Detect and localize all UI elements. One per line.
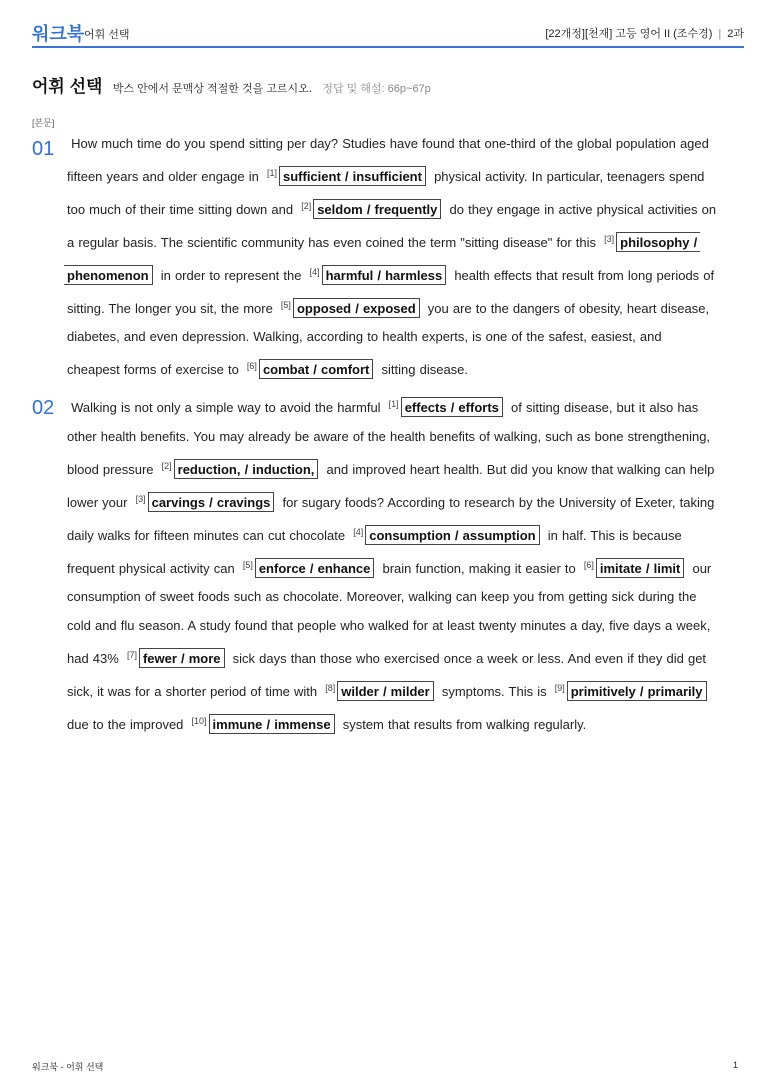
passage-text: symptoms. This is (437, 684, 551, 700)
passage-text: other health benefits. You may already be aware of the health benefits of walking, such as bone strengthening, (67, 428, 711, 444)
choice-box[interactable]: primitively / primarily (567, 681, 707, 701)
blank-number: [6] (246, 361, 257, 372)
passage-text: cheapest forms of exercise to (67, 362, 243, 378)
passage-line (67, 423, 739, 452)
passage-text: our (688, 560, 712, 576)
blank-number: [4] (353, 526, 364, 537)
passage-text: diabetes, and even depression. Walking, according to health experts, is one of the safest, easiest, and (67, 329, 662, 345)
passage-text: in half. This is because (543, 527, 682, 543)
choice-box[interactable]: harmful / harmless (322, 265, 447, 285)
passage-text: do they engage in active physical activities on (445, 201, 717, 217)
page-title: 어휘 선택 (32, 77, 103, 96)
choice-box[interactable]: enforce / enhance (255, 558, 375, 578)
choice-box[interactable]: sufficient / insufficient (279, 166, 426, 186)
passage-text: frequent physical activity can (67, 560, 239, 576)
passage-line (67, 225, 739, 258)
choice-box[interactable]: seldom / frequently (313, 199, 441, 219)
passage-line (67, 159, 739, 192)
question-number-1: 01 (32, 138, 55, 160)
section-tag: [본문] (32, 118, 55, 128)
passage-text: sitting disease. (377, 362, 469, 378)
choice-box[interactable]: imitate / limit (596, 558, 684, 578)
passage-line (67, 707, 739, 740)
passage-text: you are to the dangers of obesity, heart disease, (423, 300, 710, 316)
passage-text: sick, it was for a shorter period of time with (67, 684, 322, 700)
passage-line (67, 612, 739, 641)
passage-text: physical activity. In particular, teenagers spend (429, 168, 705, 184)
passage-text: due to the improved (67, 717, 188, 733)
title-row (32, 72, 431, 97)
passage-text: How much time do you spend sitting per day? Studies have found that one-third of the global population aged (71, 136, 709, 151)
passage-text: of sitting disease, but it also has (506, 400, 699, 415)
choice-box[interactable]: philosophy / (616, 232, 700, 252)
book-info (545, 25, 744, 41)
brand-logo: 워크북 (32, 24, 85, 44)
passage-line (67, 452, 739, 485)
passage-text: for sugary foods? According to research by the University of Exeter, taking (278, 494, 715, 510)
page-number: 1 (732, 1060, 738, 1070)
blank-number: [5] (280, 299, 291, 310)
header-subtitle: 어휘 선택 (84, 29, 130, 41)
footer-label: 워크북 - 어휘 선택 (32, 1062, 104, 1072)
blank-number: [10] (191, 716, 207, 727)
choice-box[interactable]: wilder / milder (337, 681, 433, 701)
blank-number: [7] (126, 650, 137, 661)
passage-text: sick days than those who exercised once a week or less. And even if they did get (228, 651, 707, 667)
blank-number: [8] (325, 683, 336, 694)
passage-text: in order to represent the (156, 267, 306, 283)
choice-box[interactable]: opposed / exposed (293, 298, 420, 318)
passage-line (67, 390, 739, 423)
passage-text: Walking is not only a simple way to avoid the harmful (71, 400, 385, 415)
passage-line (67, 352, 739, 385)
passage-line (67, 674, 739, 707)
header-separator: | (718, 28, 722, 40)
passage-text: health effects that result from long periods of (450, 267, 715, 283)
passage-text: sitting. The longer you sit, the more (67, 300, 277, 316)
passage-line (67, 192, 739, 225)
passage-2 (67, 390, 739, 740)
passage-text: system that results from walking regularly. (338, 717, 587, 733)
passage-text: fifteen years and older engage in (67, 168, 263, 184)
answer-reference: 정답 및 해설: 66p~67p (322, 83, 431, 95)
question-number-2: 02 (32, 397, 55, 419)
passage-text: a regular basis. The scientific community has even coined the term "sitting disease" for this (67, 234, 601, 250)
blank-number: [2] (161, 460, 172, 471)
blank-number: [4] (309, 266, 320, 277)
passage-line (67, 641, 739, 674)
passage-text: cold and flu season. A study found that people who walked for at least twenty minutes a day, five days a week, (67, 618, 711, 634)
passage-text: blood pressure (67, 461, 158, 477)
blank-number: [2] (301, 200, 312, 211)
passage-line (67, 130, 739, 159)
choice-box[interactable]: fewer / more (139, 648, 225, 668)
passage-text: consumption of sweet foods such as chocolate. Moreover, walking can keep you from getting sick during the (67, 589, 697, 605)
passage-line (67, 323, 739, 352)
blank-number: [1] (388, 399, 399, 409)
book-title: [22개정][천재] 고등 영어 II (조수경) (545, 28, 713, 40)
passage-text: lower your (67, 494, 132, 510)
passage-text: had 43% (67, 651, 123, 667)
blank-number: [3] (135, 493, 146, 504)
passage-line (67, 551, 739, 584)
passage-line (67, 583, 739, 612)
choice-box[interactable]: immune / immense (209, 714, 335, 734)
choice-box[interactable]: combat / comfort (259, 359, 373, 379)
passage-line (67, 485, 739, 518)
blank-number: [3] (604, 233, 615, 244)
passage-text: and improved heart health. But did you know that walking can help (322, 461, 715, 477)
choice-box[interactable]: effects / efforts (401, 397, 503, 417)
instruction-text: 박스 안에서 문맥상 적절한 것을 고르시오. (112, 83, 312, 95)
choice-box[interactable]: reduction, / induction, (174, 459, 319, 479)
passage-text: daily walks for fifteen minutes can cut chocolate (67, 527, 350, 543)
choice-box[interactable]: carvings / cravings (148, 492, 275, 512)
choice-box[interactable]: phenomenon (64, 265, 153, 285)
blank-number: [5] (242, 559, 253, 570)
passage-text: too much of their time sitting down and (67, 201, 298, 217)
blank-number: [6] (583, 559, 594, 570)
choice-box[interactable]: consumption / assumption (365, 525, 539, 545)
blank-number: [9] (554, 683, 565, 694)
blank-number: [1] (266, 167, 277, 178)
passage-text: brain function, making it easier to (378, 560, 580, 576)
page-header (32, 18, 744, 48)
passage-line (67, 291, 739, 324)
lesson-label: 2과 (727, 28, 744, 40)
passage-line (67, 258, 739, 291)
passage-line (67, 518, 739, 551)
passage-1 (67, 130, 739, 385)
